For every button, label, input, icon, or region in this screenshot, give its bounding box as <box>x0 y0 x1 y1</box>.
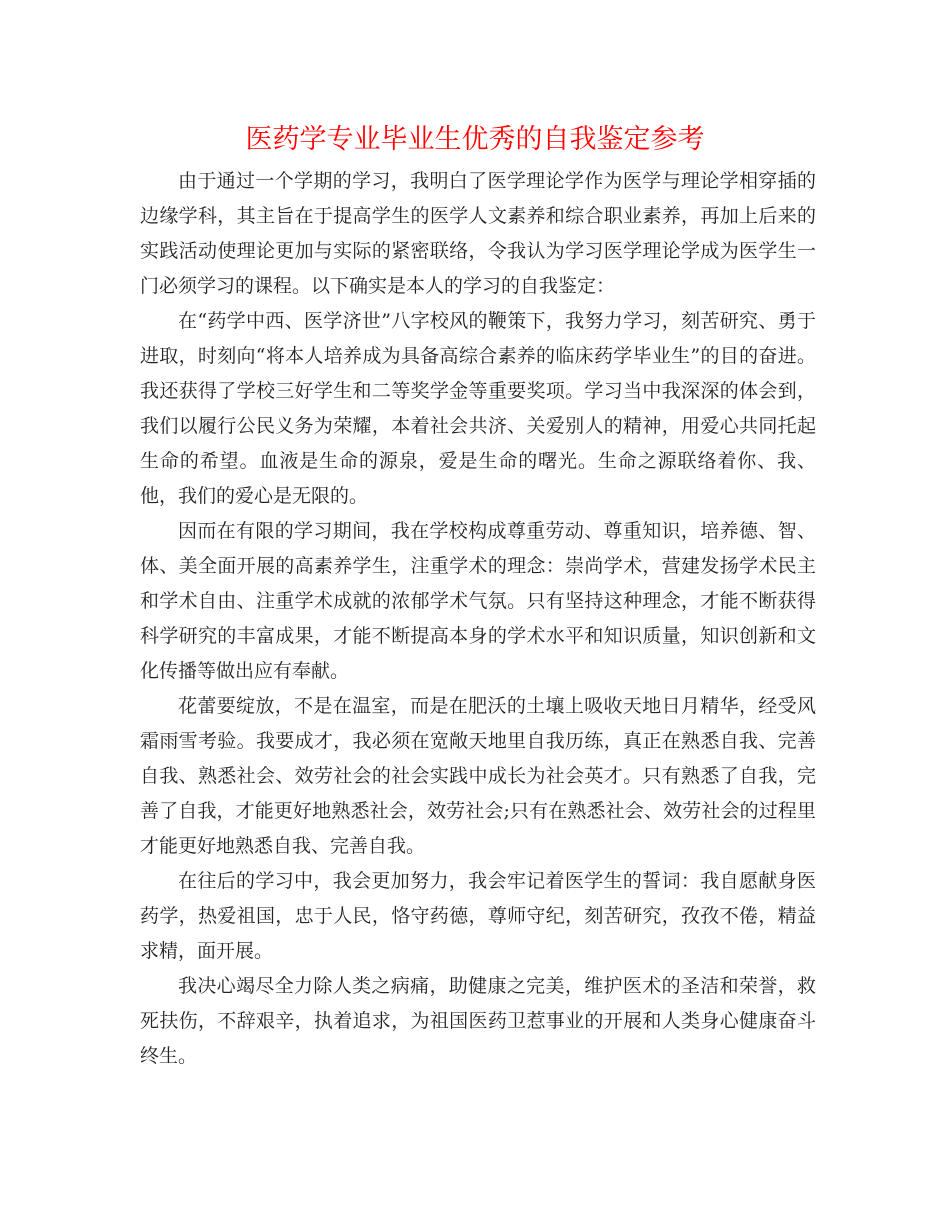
paragraph: 在“药学中西、医学济世”八字校风的鞭策下，我努力学习，刻苦研究、勇于进取，时刻向“将本人培养成为具备高综合素养的临床药学毕业生”的目的奋进。我还获得了学校三好学生和二等奖学金等重要奖项。学习当中我深深的体会到，我们以履行公民义务为荣耀，本着社会共济、关爱别人的精神，用爱心共同托起生命的希望。血液是生命的源泉，爱是生命的曙光。生命之源联络着你、我、他，我们的爱心是无限的。 <box>140 310 816 507</box>
paragraph: 在往后的学习中，我会更加努力，我会牢记着医学生的誓词：我自愿献身医药学，热爱祖国，忠于人民，恪守药德，尊师守纪，刻苦研究，孜孜不倦，精益求精，面开展。 <box>140 870 816 962</box>
document-title: 医药学专业毕业生优秀的自我鉴定参考 <box>245 124 705 155</box>
paragraph: 因而在有限的学习期间，我在学校构成尊重劳动、尊重知识，培养德、智、体、美全面开展的高素养学生，注重学术的理念：崇尚学术，营建发扬学术民主和学术自由、注重学术成就的浓郁学术气氛。只有坚持这种理念，才能不断获得科学研究的丰富成果，才能不断提高本身的学术水平和知识质量，知识创新和文化传播等做出应有奉献。 <box>140 520 816 682</box>
paragraph: 我决心竭尽全力除人类之病痛，助健康之完美，维护医术的圣洁和荣誉，救死扶伤，不辞艰辛，执着追求，为祖国医药卫惹事业的开展和人类身心健康奋斗终生。 <box>140 975 816 1067</box>
document-body <box>140 164 816 1074</box>
paragraph: 花蕾要绽放，不是在温室，而是在肥沃的土壤上吸收天地日月精华，经受风霜雨雪考验。我要成才，我必须在宽敞天地里自我历练，真正在熟悉自我、完善自我、熟悉社会、效劳社会的社会实践中成长为社会英才。只有熟悉了自我，完善了自我，才能更好地熟悉社会，效劳社会;只有在熟悉社会、效劳社会的过程里才能更好地熟悉自我、完善自我。 <box>140 695 816 857</box>
paragraph: 由于通过一个学期的学习，我明白了医学理论学作为医学与理论学相穿插的边缘学科，其主旨在于提高学生的医学人文素养和综合职业素养，再加上后来的实践活动使理论更加与实际的紧密联络，令我认为学习医学理论学成为医学生一门必须学习的课程。以下确实是本人的学习的自我鉴定： <box>140 170 816 297</box>
